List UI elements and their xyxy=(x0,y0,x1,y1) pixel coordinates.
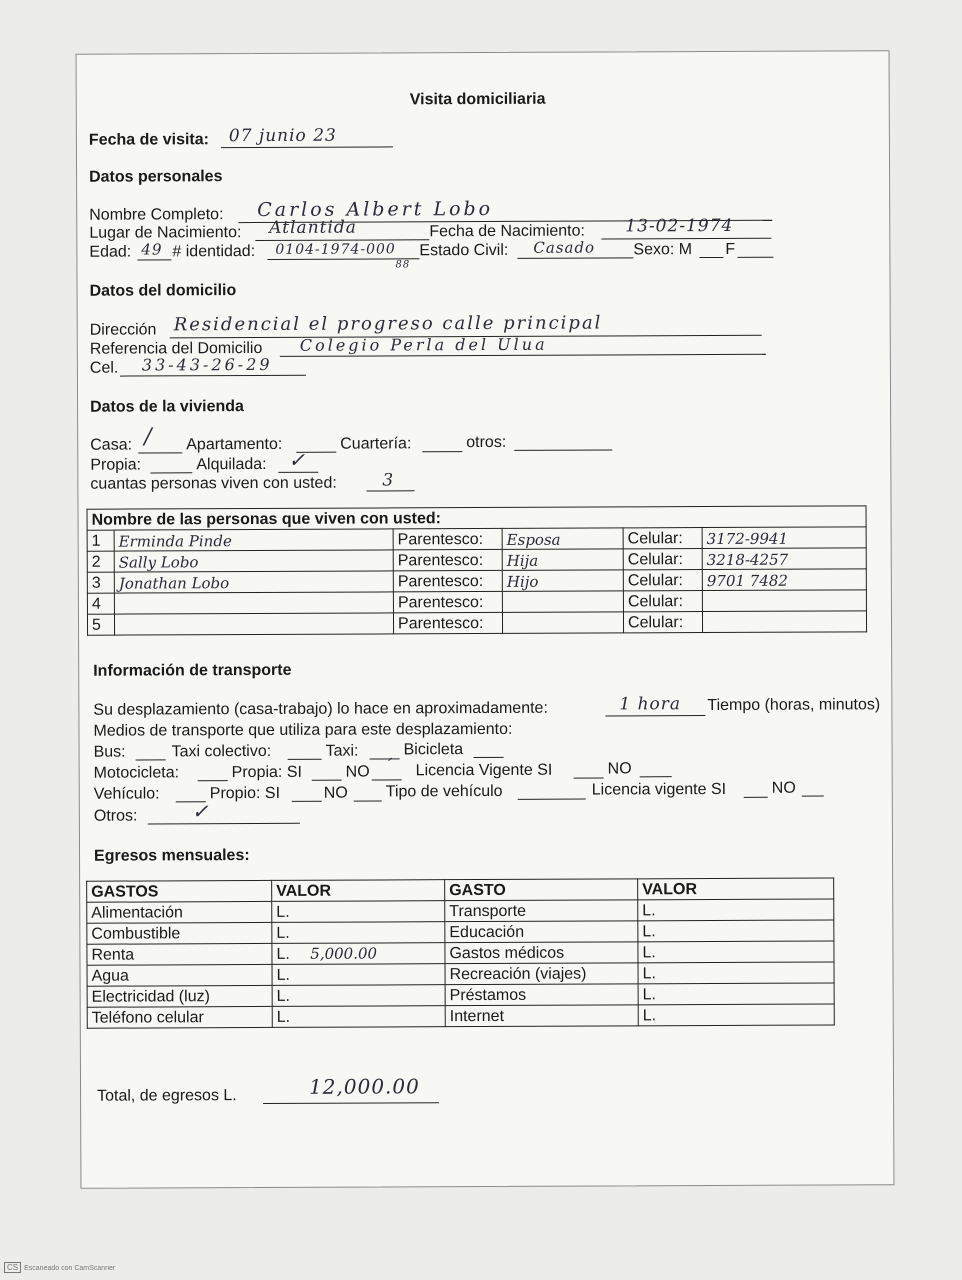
vehiculo-licencia-no-line xyxy=(802,796,824,797)
table-row: 5 Parentesco: Celular: xyxy=(87,611,866,635)
table-row: Agua L. Recreación (viajes) L. xyxy=(87,962,834,986)
persona-celular xyxy=(702,590,866,612)
tipo-vehiculo-line xyxy=(518,799,586,800)
table-row: Combustible L. Educación L. xyxy=(87,920,834,944)
form-title: Visita domiciliaria xyxy=(409,90,546,109)
camscanner-logo: CS xyxy=(4,1262,21,1273)
table-row: Electricidad (luz) L. Préstamos L. xyxy=(87,983,834,1007)
alquilada-label: Alquilada: xyxy=(196,455,267,474)
otros-transporte-label: Otros: xyxy=(93,807,138,825)
casa-mark: / xyxy=(144,424,153,450)
cel-line xyxy=(120,375,306,377)
egresos-heading: Egresos mensuales: xyxy=(93,847,250,865)
scanner-text: Escaneado con CamScanner xyxy=(24,1265,116,1272)
otros-transporte-mark: ✓ xyxy=(191,799,210,824)
desplazamiento-line xyxy=(605,715,705,716)
table-row: 3 Jonathan Lobo Parentesco: Hijo Celular: 9701 7482 xyxy=(87,569,866,593)
persona-nombre xyxy=(114,613,393,635)
desplazamiento-value: 1 hora xyxy=(619,694,682,715)
total-egresos-value: 12,000.00 xyxy=(308,1074,420,1099)
bicicleta-line xyxy=(474,757,504,758)
lugar-label: Lugar de Nacimiento: xyxy=(89,224,242,242)
motocicleta-line xyxy=(198,780,228,781)
datos-personales-heading: Datos personales xyxy=(89,168,223,186)
persona-celular: 9701 7482 xyxy=(702,569,866,591)
datos-domicilio-heading: Datos del domicilio xyxy=(89,282,237,300)
persona-parentesco xyxy=(502,612,623,634)
scanner-footer xyxy=(4,1262,115,1273)
bus-label: Bus: xyxy=(93,743,126,761)
cel-value: 33-43-26-29 xyxy=(141,354,273,375)
moto-propia-si-label: Propia: SI xyxy=(231,763,302,782)
sexo-f-line xyxy=(737,257,773,258)
personas-label: cuantas personas viven con usted: xyxy=(90,474,337,493)
table-row: 4 Parentesco: Celular: xyxy=(87,590,866,614)
persona-nombre: Jonathan Lobo xyxy=(114,571,393,593)
id-label: # identidad: xyxy=(172,242,256,261)
form-sheet xyxy=(76,50,895,1189)
nombre-value: Carlos Albert Lobo xyxy=(257,197,494,221)
sexo-m-line xyxy=(699,257,723,258)
alquilada-line xyxy=(278,472,318,473)
vehiculo-label: Vehículo: xyxy=(93,785,160,803)
gasto-header: GASTO xyxy=(445,879,638,901)
fecha-line xyxy=(221,146,393,148)
moto-licencia-no-line xyxy=(640,776,672,777)
persona-parentesco: Esposa xyxy=(502,528,623,550)
personas-table xyxy=(87,505,868,635)
total-egresos-label: Total, de egresos L. xyxy=(97,1087,237,1105)
transporte-heading: Información de transporte xyxy=(93,661,292,680)
table-row: 1 Erminda Pinde Parentesco: Esposa Celular: 3172-9941 xyxy=(87,527,866,551)
otros-transporte-line xyxy=(148,823,300,825)
personas-value: 3 xyxy=(382,470,395,491)
sexo-f-label: F xyxy=(725,240,736,258)
persona-celular: 3218-4257 xyxy=(702,548,866,570)
edad-value: 49 xyxy=(141,240,163,259)
valor2-header: VALOR xyxy=(638,878,834,900)
otros-vivienda-line xyxy=(514,449,612,450)
id-value-extra: 88 xyxy=(395,259,411,271)
referencia-label: Referencia del Domicilio xyxy=(89,339,263,358)
propia-line xyxy=(150,472,192,473)
moto-licencia-label: Licencia Vigente SI xyxy=(415,761,553,780)
taxi-colectivo-label: Taxi colectivo: xyxy=(171,742,272,761)
table-row: 2 Sally Lobo Parentesco: Hija Celular: 3218-4257 xyxy=(87,548,866,572)
persona-nombre: Erminda Pinde xyxy=(114,529,393,551)
vehiculo-no-line xyxy=(354,800,382,801)
cel-label: Cel. xyxy=(89,359,119,377)
persona-parentesco: Hijo xyxy=(502,570,623,592)
persona-nombre xyxy=(114,592,393,614)
casa-line xyxy=(138,452,182,453)
fnac-label: Fecha de Nacimiento: xyxy=(429,222,585,241)
moto-propia-si-line xyxy=(312,780,342,781)
tiempo-label: Tiempo (horas, minutos) xyxy=(707,696,881,715)
persona-parentesco: Hija xyxy=(502,549,623,571)
moto-licencia-si-line xyxy=(574,777,604,778)
taxi-label: Taxi: xyxy=(325,742,359,760)
fecha-value: 07 junio 23 xyxy=(228,125,337,147)
edad-label: Edad: xyxy=(89,243,132,261)
vehiculo-propio-si-label: Propio: SI xyxy=(209,784,281,803)
direccion-value: Residencial el progreso calle principal xyxy=(173,312,603,336)
persona-celular xyxy=(702,611,866,633)
moto-no-line xyxy=(372,779,402,780)
vehiculo-propio-si-line xyxy=(292,801,322,802)
vehiculo-licencia-label: Licencia vigente SI xyxy=(591,780,727,799)
table-row: Alimentación L. Transporte L. xyxy=(87,899,834,923)
moto-licencia-no-label: NO xyxy=(607,760,632,778)
egresos-table xyxy=(86,877,835,1028)
lugar-value: Atlantida xyxy=(269,217,357,238)
civil-line xyxy=(517,257,633,259)
cuarteria-line xyxy=(422,451,462,452)
vehiculo-licencia-si-line xyxy=(744,797,768,798)
motocicleta-label: Motocicleta: xyxy=(93,764,180,782)
fecha-label: Fecha de visita: xyxy=(88,131,209,149)
taxi-colectivo-line xyxy=(288,759,322,760)
alquilada-mark: ✓ xyxy=(288,447,307,472)
persona-parentesco xyxy=(502,591,623,613)
personas-line xyxy=(366,490,414,491)
medios-label: Medios de transporte que utiliza para este desplazamiento: xyxy=(93,720,513,740)
total-egresos-line xyxy=(263,1102,439,1104)
vehiculo-licencia-no-label: NO xyxy=(771,779,796,797)
desplazamiento-label: Su desplazamiento (casa-trabajo) lo hace en aproximadamente: xyxy=(93,699,548,719)
personas-table-header: Nombre de las personas que viven con usted: xyxy=(87,506,866,530)
vehiculo-no-label: NO xyxy=(323,784,348,802)
gastos-header: GASTOS xyxy=(87,880,272,902)
nombre-label: Nombre Completo: xyxy=(89,206,224,224)
propia-label: Propia: xyxy=(90,456,142,474)
valor-header: VALOR xyxy=(272,880,445,902)
fnac-line xyxy=(601,238,771,240)
apartamento-label: Apartamento: xyxy=(186,435,283,454)
moto-no-label: NO xyxy=(345,763,370,781)
otros-vivienda-label: otros: xyxy=(466,433,507,452)
direccion-label: Dirección xyxy=(89,321,157,339)
edad-line xyxy=(137,259,171,260)
bus-line xyxy=(136,759,166,760)
egreso-valor: 5,000.00 xyxy=(310,944,378,963)
table-row: Renta L. 5,000.00 Gastos médicos L. xyxy=(87,941,834,965)
table-row: Teléfono celular L. Internet L. xyxy=(87,1004,834,1028)
cuarteria-label: Cuartería: xyxy=(340,435,412,453)
tipo-vehiculo-label: Tipo de vehículo xyxy=(385,782,503,801)
id-value: 0104-1974-000 xyxy=(275,241,396,258)
referencia-value: Colegio Perla del Ulua xyxy=(299,334,548,355)
persona-celular: 3172-9941 xyxy=(702,527,866,549)
sexo-label: Sexo: M xyxy=(633,241,693,259)
casa-label: Casa: xyxy=(90,436,133,454)
bicicleta-label: Bicicleta xyxy=(403,741,464,759)
moto-no-mark: ´ xyxy=(383,756,394,777)
persona-nombre: Sally Lobo xyxy=(114,550,393,572)
civil-value: Casado xyxy=(533,238,596,257)
datos-vivienda-heading: Datos de la vivienda xyxy=(90,398,244,416)
civil-label: Estado Civil: xyxy=(419,241,509,260)
fnac-value: 13-02-1974 xyxy=(625,215,734,237)
